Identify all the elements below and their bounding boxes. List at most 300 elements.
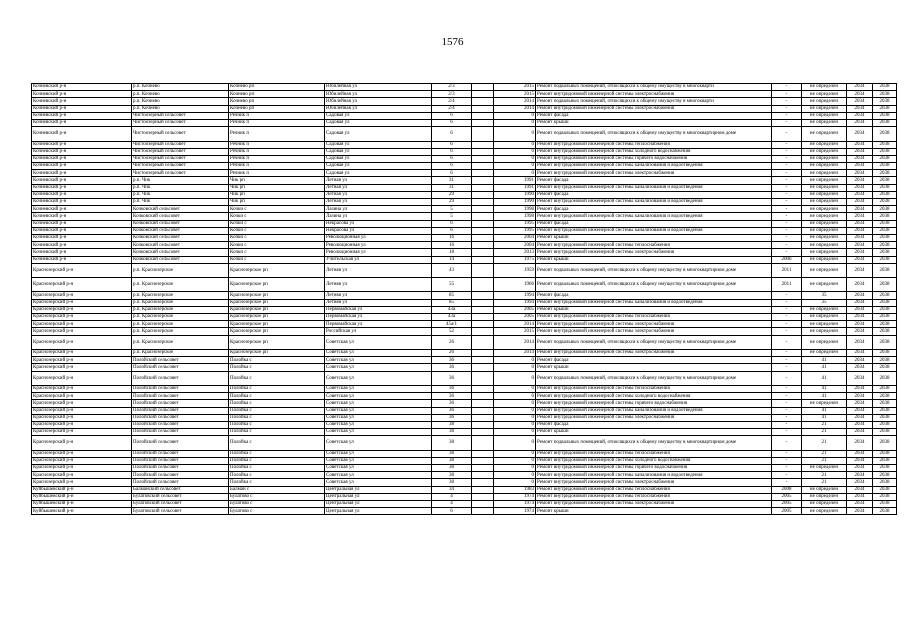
street-cell: Лазина ул (325, 213, 432, 220)
year-cell: 2015 (494, 328, 536, 335)
year-to-cell: 2038 (873, 278, 897, 292)
table-row (32, 184, 897, 191)
district-cell: Кочневский р-н (32, 206, 132, 213)
last-repair-cell: - (772, 91, 802, 98)
year-from-cell: 2034 (847, 450, 873, 457)
district-cell: Куйбышевский р-н (32, 500, 132, 507)
year-cell: 0 (494, 127, 536, 141)
last-repair-cell: 2005 (772, 493, 802, 500)
settlement-cell: Краснозерское рп (229, 321, 325, 328)
year-to-cell: 2038 (873, 105, 897, 112)
district-cell: Краснозерский р-н (32, 263, 132, 277)
table-row (32, 429, 897, 436)
building-cell (472, 112, 494, 119)
settlement-cell: Булатово с (229, 508, 325, 515)
year-to-cell: 2038 (873, 407, 897, 414)
work-type-cell: Ремонт крыши (536, 234, 772, 241)
settlement-cell: Полойка с (229, 357, 325, 364)
street-cell: Первомайская ул (325, 321, 432, 328)
work-type-cell: Ремонт внутридомовой инженерной системы холодного водоснабжения (536, 148, 772, 155)
building-cell (472, 155, 494, 162)
year-from-cell: 2034 (847, 321, 873, 328)
district-cell: Краснозерский р-н (32, 457, 132, 464)
wear-cell: не определен (802, 155, 847, 162)
house-cell: 6 (432, 112, 472, 119)
year-cell: 2015 (494, 84, 536, 91)
building-cell (472, 184, 494, 191)
year-from-cell: 2034 (847, 357, 873, 364)
year-cell: 0 (494, 112, 536, 119)
year-from-cell: 2034 (847, 328, 873, 335)
settlement-cell: Чик рп (229, 184, 325, 191)
municipality-cell: р.п. Чик (132, 184, 229, 191)
district-cell: Кочневский р-н (32, 249, 132, 256)
work-type-cell: Ремонт внутридомовой инженерной системы горячего водоснабжения (536, 155, 772, 162)
wear-cell: не определен (802, 127, 847, 141)
house-cell: 5 (432, 213, 472, 220)
year-cell: 2004 (494, 234, 536, 241)
district-cell: Краснозерский р-н (32, 335, 132, 349)
year-to-cell: 2038 (873, 357, 897, 364)
wear-cell: не определен (802, 98, 847, 105)
municipality-cell: Кочковский сельсовет (132, 234, 229, 241)
settlement-cell: Полойка с (229, 393, 325, 400)
building-cell (472, 350, 494, 357)
work-type-cell: Ремонт внутридомовой инженерной системы теплоснабжения (536, 385, 772, 392)
year-cell: 1994 (494, 292, 536, 299)
street-cell: Центральная ул (325, 486, 432, 493)
last-repair-cell: - (772, 371, 802, 385)
work-type-cell: Ремонт внутридомовой инженерной системы канализования и водоотведения (536, 163, 772, 170)
table-row (32, 350, 897, 357)
settlement-cell: Речник п (229, 112, 325, 119)
street-cell: Советская ул (325, 407, 432, 414)
year-from-cell: 2034 (847, 163, 873, 170)
year-to-cell: 2038 (873, 112, 897, 119)
year-from-cell: 2034 (847, 191, 873, 198)
wear-cell: не определен (802, 493, 847, 500)
work-type-cell: Ремонт внутридомовой инженерной системы электроснабжения (536, 321, 772, 328)
house-cell: 31 (432, 177, 472, 184)
year-to-cell: 2038 (873, 486, 897, 493)
table-row (32, 278, 897, 292)
table-row (32, 119, 897, 126)
last-repair-cell: 2011 (772, 278, 802, 292)
district-cell: Краснозерский р-н (32, 429, 132, 436)
table-row (32, 213, 897, 220)
wear-cell: не определен (802, 321, 847, 328)
house-cell: 38 (432, 436, 472, 450)
year-from-cell: 2034 (847, 508, 873, 515)
year-to-cell: 2038 (873, 98, 897, 105)
year-from-cell: 2034 (847, 486, 873, 493)
street-cell: Садовая ул (325, 163, 432, 170)
year-from-cell: 2034 (847, 393, 873, 400)
district-cell: Краснозерский р-н (32, 321, 132, 328)
district-cell: Кочневский р-н (32, 256, 132, 263)
year-cell: 2014 (494, 321, 536, 328)
year-to-cell: 2038 (873, 414, 897, 421)
work-type-cell: Ремонт внутридомовой инженерной системы канализования и водоотведения (536, 472, 772, 479)
work-type-cell: Ремонт внутридомовой инженерной системы теплоснабжения (536, 450, 772, 457)
district-cell: Краснозерский р-н (32, 385, 132, 392)
district-cell: Кочневский р-н (32, 191, 132, 198)
street-cell: Летняя ул (325, 278, 432, 292)
district-cell: Краснозерский р-н (32, 328, 132, 335)
last-repair-cell: - (772, 163, 802, 170)
work-type-cell: Ремонт фасада (536, 220, 772, 227)
year-from-cell: 2034 (847, 314, 873, 321)
municipality-cell: р.п. Краснозерское (132, 321, 229, 328)
work-type-cell: Ремонт фасада (536, 357, 772, 364)
settlement-cell: Речник п (229, 141, 325, 148)
municipality-cell: р.п. Краснозерское (132, 292, 229, 299)
year-to-cell: 2038 (873, 335, 897, 349)
municipality-cell: Булатовский сельсовет (132, 493, 229, 500)
district-cell: Кочневский р-н (32, 119, 132, 126)
year-from-cell: 2034 (847, 421, 873, 428)
building-cell (472, 163, 494, 170)
year-cell: 1995 (494, 220, 536, 227)
building-cell (472, 278, 494, 292)
last-repair-cell: 2005 (772, 500, 802, 507)
district-cell: Кочневский р-н (32, 148, 132, 155)
work-type-cell: Ремонт внутридомовой инженерной системы электроснабжения (536, 170, 772, 177)
wear-cell: не определен (802, 220, 847, 227)
municipality-cell: Чистоозерный сельсовет (132, 170, 229, 177)
table-row (32, 199, 897, 206)
municipality-cell: Кочковский сельсовет (132, 249, 229, 256)
year-cell: 1991 (494, 184, 536, 191)
year-to-cell: 2038 (873, 206, 897, 213)
last-repair-cell: - (772, 127, 802, 141)
work-type-cell: Ремонт крыши (536, 306, 772, 313)
building-cell (472, 220, 494, 227)
last-repair-cell: - (772, 393, 802, 400)
municipality-cell: Полойский сельсовет (132, 436, 229, 450)
street-cell: Садовая ул (325, 155, 432, 162)
work-type-cell: Ремонт внутридомовой инженерной системы холодного водоснабжения (536, 393, 772, 400)
settlement-cell: Чик рп (229, 191, 325, 198)
work-type-cell: Ремонт внутридомовой инженерной системы теплоснабжения (536, 486, 772, 493)
year-from-cell: 2034 (847, 457, 873, 464)
house-cell: 29 (432, 191, 472, 198)
year-from-cell: 2034 (847, 407, 873, 414)
street-cell: Советская ул (325, 350, 432, 357)
year-to-cell: 2038 (873, 400, 897, 407)
last-repair-cell: - (772, 112, 802, 119)
work-type-cell: Ремонт подвальных помещений, относящихся к общему имуществу в многокварти (536, 98, 772, 105)
house-cell: 43 (432, 263, 472, 277)
building-cell (472, 263, 494, 277)
settlement-cell: Полойка с (229, 429, 325, 436)
municipality-cell: р.п. Краснозерское (132, 335, 229, 349)
year-from-cell: 2034 (847, 292, 873, 299)
table-row (32, 500, 897, 507)
wear-cell: не определен (802, 465, 847, 472)
municipality-cell: р.п. Кочнево (132, 105, 229, 112)
house-cell: 85 (432, 299, 472, 306)
district-cell: Кочневский р-н (32, 84, 132, 91)
wear-cell: не определен (802, 278, 847, 292)
year-cell: 2005 (494, 314, 536, 321)
municipality-cell: Кочковский сельсовет (132, 206, 229, 213)
street-cell: Летная ул (325, 184, 432, 191)
building-cell (472, 500, 494, 507)
wear-cell: не определен (802, 199, 847, 206)
wear-cell: 21 (802, 472, 847, 479)
last-repair-cell: - (772, 450, 802, 457)
year-cell: 1974 (494, 493, 536, 500)
last-repair-cell: - (772, 357, 802, 364)
table-row (32, 263, 897, 277)
table-row (32, 220, 897, 227)
street-cell: Советская ул (325, 357, 432, 364)
municipality-cell: Полойский сельсовет (132, 385, 229, 392)
settlement-cell: Речник п (229, 170, 325, 177)
house-cell: 2/3 (432, 84, 472, 91)
work-type-cell: Ремонт внутридомовой инженерной системы канализования и водоотведения (536, 407, 772, 414)
wear-cell: 41 (802, 393, 847, 400)
year-to-cell: 2038 (873, 199, 897, 206)
house-cell: 38 (432, 479, 472, 486)
settlement-cell: Речник п (229, 148, 325, 155)
last-repair-cell: - (772, 299, 802, 306)
district-cell: Краснозерский р-н (32, 314, 132, 321)
year-from-cell: 2034 (847, 350, 873, 357)
building-cell (472, 227, 494, 234)
year-to-cell: 2038 (873, 328, 897, 335)
year-cell: 1998 (494, 213, 536, 220)
street-cell: Садовая ул (325, 148, 432, 155)
year-cell: 1983 (494, 486, 536, 493)
settlement-cell: Чик рп (229, 199, 325, 206)
street-cell: Советская ул (325, 479, 432, 486)
street-cell: Некрасова ул (325, 220, 432, 227)
year-to-cell: 2038 (873, 500, 897, 507)
building-cell (472, 91, 494, 98)
year-from-cell: 2034 (847, 493, 873, 500)
work-type-cell: Ремонт внутридомовой инженерной системы канализования и водоотведения (536, 213, 772, 220)
wear-cell: 41 (802, 364, 847, 371)
house-cell: 6 (432, 119, 472, 126)
district-cell: Кочневский р-н (32, 177, 132, 184)
settlement-cell: Полойка с (229, 414, 325, 421)
settlement-cell: Краснозерское рп (229, 306, 325, 313)
district-cell: Краснозерский р-н (32, 465, 132, 472)
year-to-cell: 2038 (873, 479, 897, 486)
last-repair-cell: 2008 (772, 486, 802, 493)
house-cell: 26 (432, 335, 472, 349)
last-repair-cell: - (772, 350, 802, 357)
year-cell: 1974 (494, 508, 536, 515)
year-cell: 2014 (494, 98, 536, 105)
year-cell: 0 (494, 421, 536, 428)
year-cell: 2014 (494, 105, 536, 112)
settlement-cell: Кочки с (229, 227, 325, 234)
municipality-cell: Полойский сельсовет (132, 429, 229, 436)
wear-cell: 21 (802, 421, 847, 428)
house-cell: 43а (432, 306, 472, 313)
wear-cell: не определен (802, 400, 847, 407)
building-cell (472, 314, 494, 321)
year-from-cell: 2034 (847, 177, 873, 184)
street-cell: Летная ул (325, 199, 432, 206)
table-row (32, 400, 897, 407)
year-from-cell: 2034 (847, 256, 873, 263)
last-repair-cell: - (772, 213, 802, 220)
house-cell: 14 (432, 256, 472, 263)
table-row (32, 242, 897, 249)
year-to-cell: 2038 (873, 321, 897, 328)
street-cell: Учительская ул (325, 256, 432, 263)
table-row (32, 191, 897, 198)
building-cell (472, 335, 494, 349)
settlement-cell: Кочки с (229, 206, 325, 213)
year-to-cell: 2038 (873, 170, 897, 177)
house-cell: 2/4 (432, 98, 472, 105)
work-type-cell: Ремонт внутридомовой инженерной системы канализования и водоотведения (536, 184, 772, 191)
building-cell (472, 206, 494, 213)
year-from-cell: 2034 (847, 299, 873, 306)
year-cell: 0 (494, 436, 536, 450)
work-type-cell: Ремонт подвальных помещений, относящихся к общему имуществу в многоквартирном доме (536, 371, 772, 385)
year-cell: 0 (494, 450, 536, 457)
year-to-cell: 2038 (873, 163, 897, 170)
work-type-cell: Ремонт крыши (536, 119, 772, 126)
district-cell: Кочневский р-н (32, 163, 132, 170)
last-repair-cell: - (772, 407, 802, 414)
table-row (32, 314, 897, 321)
building-cell (472, 393, 494, 400)
year-from-cell: 2034 (847, 227, 873, 234)
year-cell: 1995 (494, 227, 536, 234)
settlement-cell: Полойка с (229, 385, 325, 392)
table-row (32, 148, 897, 155)
house-cell: 4 (432, 500, 472, 507)
settlement-cell: Краснозерское рп (229, 350, 325, 357)
last-repair-cell: - (772, 436, 802, 450)
building-cell (472, 371, 494, 385)
year-from-cell: 2034 (847, 206, 873, 213)
year-cell: 0 (494, 385, 536, 392)
last-repair-cell: - (772, 429, 802, 436)
municipality-cell: Чистоозерный сельсовет (132, 119, 229, 126)
work-type-cell: Ремонт фасада (536, 112, 772, 119)
house-cell: 52 (432, 328, 472, 335)
wear-cell: не определен (802, 213, 847, 220)
house-cell: 2/3 (432, 91, 472, 98)
building-cell (472, 457, 494, 464)
table-row (32, 84, 897, 91)
building-cell (472, 84, 494, 91)
house-cell: 55 (432, 278, 472, 292)
street-cell: Летняя ул (325, 263, 432, 277)
district-cell: Краснозерский р-н (32, 407, 132, 414)
street-cell: Советская ул (325, 335, 432, 349)
last-repair-cell: - (772, 191, 802, 198)
year-cell: 2014 (494, 350, 536, 357)
district-cell: Кочневский р-н (32, 127, 132, 141)
work-type-cell: Ремонт внутридомовой инженерной системы теплоснабжения (536, 141, 772, 148)
street-cell: Советская ул (325, 385, 432, 392)
year-to-cell: 2038 (873, 306, 897, 313)
year-from-cell: 2034 (847, 479, 873, 486)
district-cell: Кочневский р-н (32, 98, 132, 105)
last-repair-cell: - (772, 170, 802, 177)
last-repair-cell: - (772, 321, 802, 328)
building-cell (472, 105, 494, 112)
table-row (32, 493, 897, 500)
table-row (32, 457, 897, 464)
year-to-cell: 2038 (873, 472, 897, 479)
wear-cell: не определен (802, 184, 847, 191)
municipality-cell: р.п. Чик (132, 191, 229, 198)
building-cell (472, 177, 494, 184)
house-cell: 34 (432, 486, 472, 493)
building-cell (472, 119, 494, 126)
work-type-cell: Ремонт внутридомовой инженерной системы теплоснабжения (536, 242, 772, 249)
settlement-cell: Кочки с (229, 220, 325, 227)
district-cell: Кочневский р-н (32, 220, 132, 227)
house-cell: 4 (432, 493, 472, 500)
building-cell (472, 486, 494, 493)
table-row (32, 321, 897, 328)
municipality-cell: Кочковский сельсовет (132, 227, 229, 234)
table-body (32, 84, 897, 515)
house-cell: 38 (432, 450, 472, 457)
work-type-cell: Ремонт подвальных помещений, относящихся к общему имуществу в многоквартирном доме (536, 335, 772, 349)
settlement-cell: Полойка с (229, 472, 325, 479)
street-cell: Советская ул (325, 472, 432, 479)
settlement-cell: Полойка с (229, 407, 325, 414)
table-row (32, 357, 897, 364)
house-cell: 38 (432, 465, 472, 472)
table-row (32, 141, 897, 148)
wear-cell: 21 (802, 429, 847, 436)
district-cell: Кочневский р-н (32, 213, 132, 220)
settlement-cell: Кочки с (229, 256, 325, 263)
work-type-cell: Ремонт фасада (536, 421, 772, 428)
municipality-cell: Полойский сельсовет (132, 421, 229, 428)
last-repair-cell: - (772, 249, 802, 256)
street-cell: Юбилейная ул (325, 91, 432, 98)
street-cell: Летная ул (325, 191, 432, 198)
house-cell: 6 (432, 227, 472, 234)
year-cell: 2014 (494, 335, 536, 349)
year-to-cell: 2038 (873, 148, 897, 155)
work-type-cell: Ремонт внутридомовой инженерной системы горячего водоснабжения (536, 465, 772, 472)
last-repair-cell: - (772, 141, 802, 148)
year-from-cell: 2034 (847, 84, 873, 91)
house-cell: 38 (432, 472, 472, 479)
wear-cell: не определен (802, 206, 847, 213)
year-to-cell: 2038 (873, 429, 897, 436)
settlement-cell: Кочнево рп (229, 91, 325, 98)
street-cell: Советская ул (325, 364, 432, 371)
street-cell: Революционная ул (325, 234, 432, 241)
year-to-cell: 2038 (873, 119, 897, 126)
year-from-cell: 2034 (847, 184, 873, 191)
wear-cell: не определен (802, 508, 847, 515)
table-row (32, 472, 897, 479)
year-to-cell: 2038 (873, 155, 897, 162)
wear-cell: 21 (802, 450, 847, 457)
year-to-cell: 2038 (873, 314, 897, 321)
settlement-cell: Кочки с (229, 234, 325, 241)
work-type-cell: Ремонт крыши (536, 508, 772, 515)
last-repair-cell: - (772, 457, 802, 464)
